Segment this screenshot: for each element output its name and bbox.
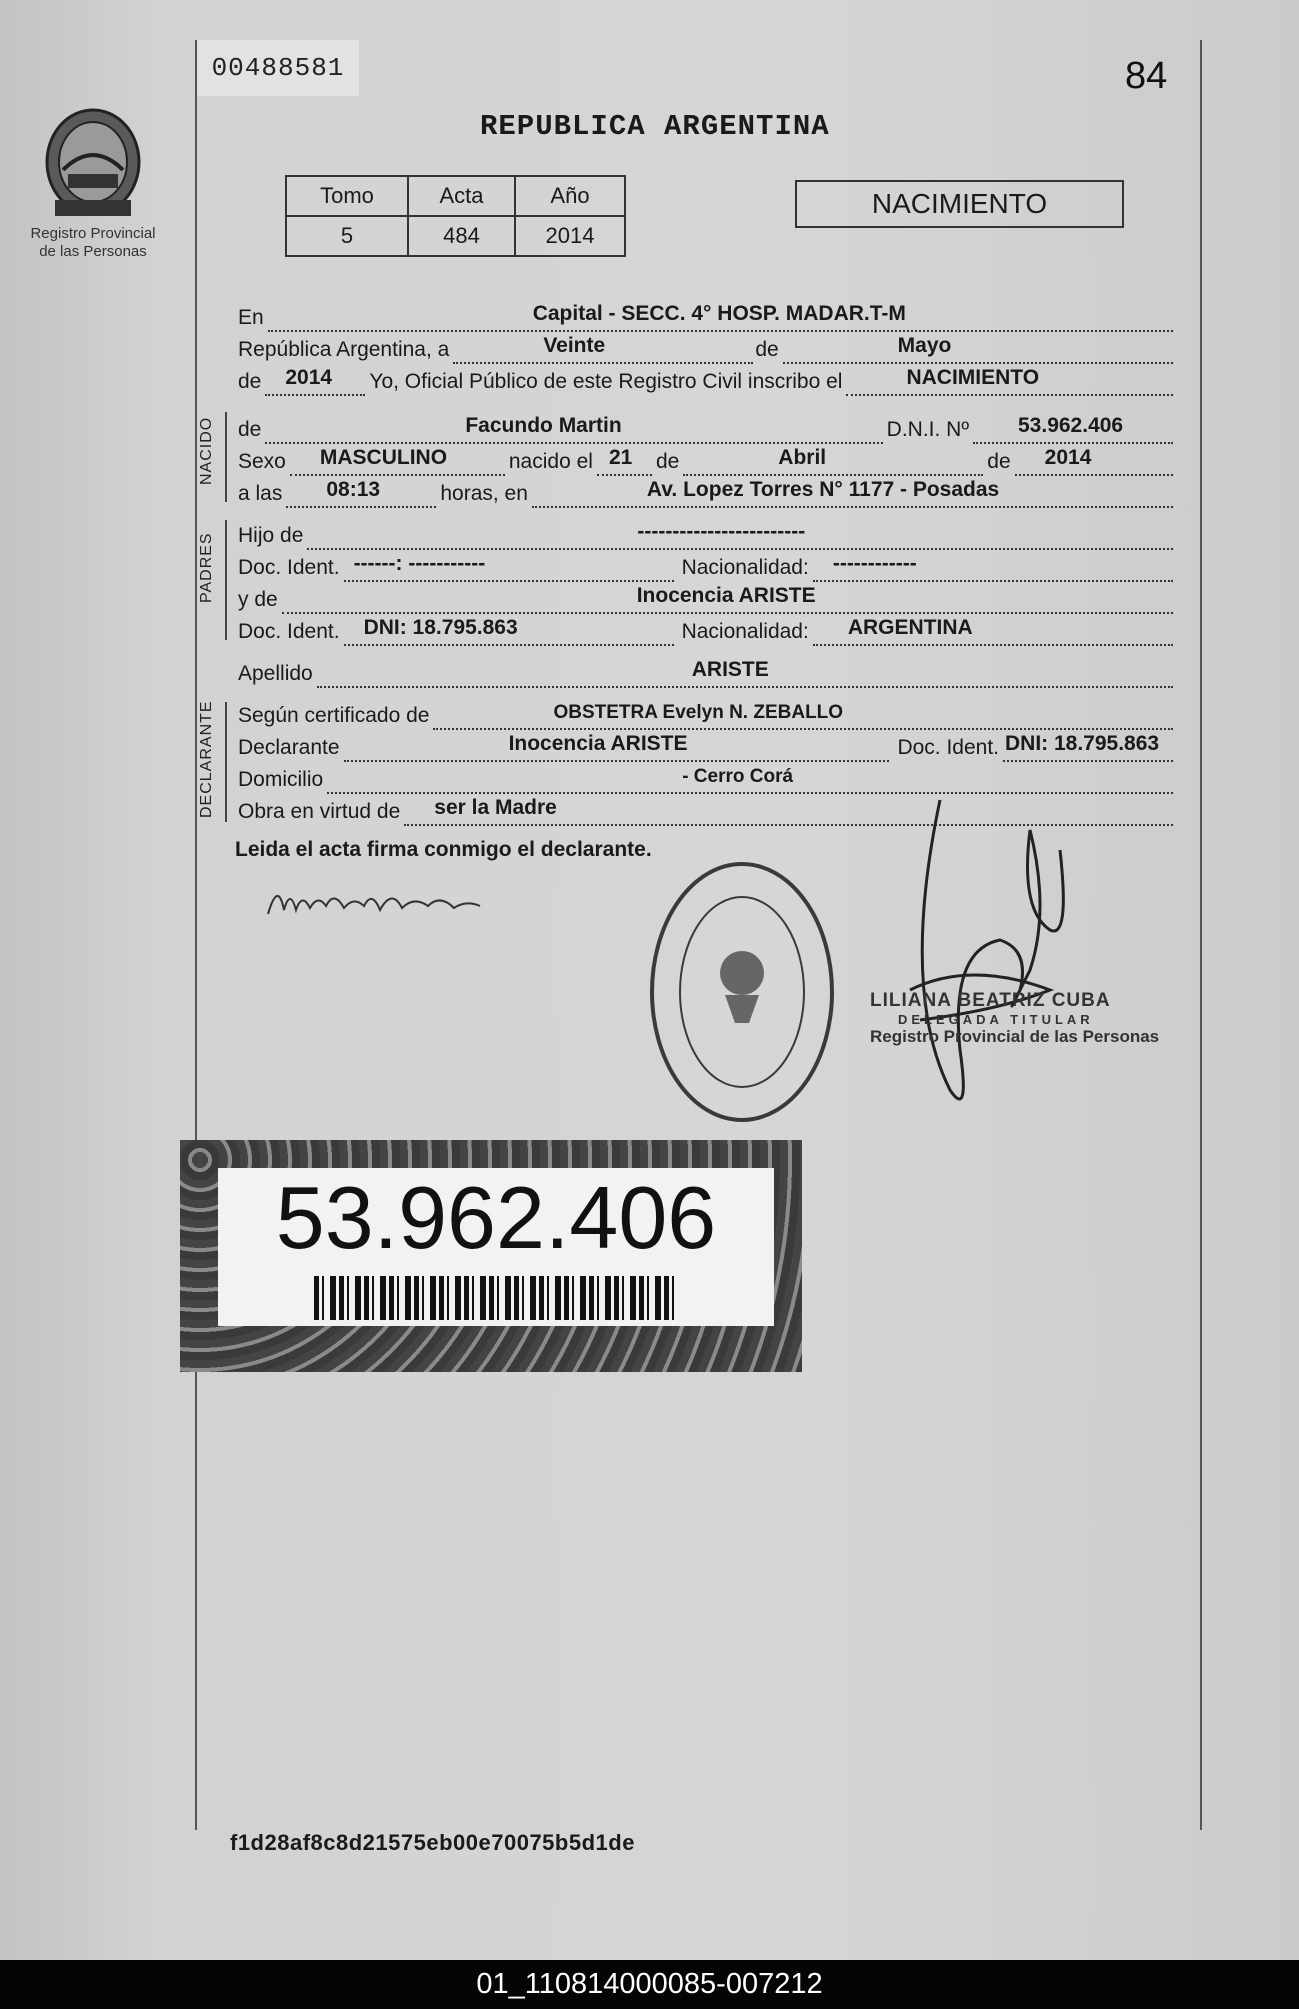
official-role: DELEGADA TITULAR xyxy=(898,1012,1094,1027)
doc2-value: DNI: 18.795.863 xyxy=(363,616,518,639)
logo-caption-line1: Registro Provincial xyxy=(30,225,156,242)
official-signature xyxy=(880,790,1100,1130)
dni-value: 53.962.406 xyxy=(1018,414,1124,437)
closing-statement: Leida el acta firma conmigo el declarante. xyxy=(235,838,652,861)
record-type-box: NACIMIENTO xyxy=(795,180,1124,228)
line-fecha: República Argentina, a Veinte de Mayo xyxy=(238,334,1173,364)
official-office: Registro Provincial de las Personas xyxy=(870,1027,1160,1046)
line-hora: a las 08:13 horas, en Av. Lopez Torres N° 1177 - Posadas xyxy=(238,478,1173,508)
line-apellido: Apellido ARISTE xyxy=(238,658,1173,688)
value-acta: 484 xyxy=(408,216,515,256)
line-sexo: Sexo MASCULINO nacido el 21 de Abril de 2014 xyxy=(238,446,1173,476)
line-declarante: Declarante Inocencia ARISTE Doc. Ident. DNI: 18.795.863 xyxy=(238,732,1173,762)
line-doc1: Doc. Ident. ------: ----------- Nacionalidad: ------------ xyxy=(238,552,1173,582)
coat-of-arms-icon xyxy=(33,100,153,220)
hora-value: 08:13 xyxy=(326,478,381,501)
domicilio-value: - Cerro Corá xyxy=(682,766,794,787)
header-tomo: Tomo xyxy=(286,176,408,216)
left-margin-line xyxy=(195,40,197,1830)
doc1-value: ------: ----------- xyxy=(353,552,486,575)
declarante-value: Inocencia ARISTE xyxy=(508,732,688,755)
line-domicilio: Domicilio - Cerro Corá xyxy=(238,764,1173,794)
value-tomo: 5 xyxy=(286,216,408,256)
side-label-declarante: DECLARANTE xyxy=(198,700,215,818)
certificado-value: OBSTETRA Evelyn N. ZEBALLO xyxy=(553,702,844,723)
header-acta: Acta xyxy=(408,176,515,216)
side-label-nacido: NACIDO xyxy=(198,416,215,485)
en-value: Capital - SECC. 4° HOSP. MADAR.T-M xyxy=(532,302,906,325)
line-hijo: Hijo de ------------------------ xyxy=(238,520,1173,550)
official-name: LILIANA BEATRIZ CUBA xyxy=(870,990,1111,1011)
anio-value: 2014 xyxy=(285,366,333,389)
page-number: 84 xyxy=(1125,55,1168,97)
doc3-value: DNI: 18.795.863 xyxy=(1005,732,1160,755)
mes-value: Mayo xyxy=(897,334,952,357)
value-anio: 2014 xyxy=(515,216,625,256)
nombre-value: Facundo Martin xyxy=(465,414,622,437)
madre-value: Inocencia ARISTE xyxy=(636,584,816,607)
id-number: 53.962.406 xyxy=(275,1168,717,1267)
inscribo-value: NACIMIENTO xyxy=(906,366,1040,389)
serial-number: 00488581 xyxy=(197,40,359,96)
right-margin-line xyxy=(1200,40,1202,1830)
line-en: En Capital - SECC. 4° HOSP. MADAR.T-M xyxy=(238,302,1173,332)
id-number-label xyxy=(180,1140,802,1372)
lugar-value: Av. Lopez Torres N° 1177 - Posadas xyxy=(646,478,1000,501)
line-doc2: Doc. Ident. DNI: 18.795.863 Nacionalidad: ARGENTINA xyxy=(238,616,1173,646)
nacido-mes-value: Abril xyxy=(778,446,827,469)
hijo-value: ------------------------ xyxy=(637,520,806,543)
dia-value: Veinte xyxy=(543,334,606,357)
official-seal xyxy=(645,855,840,1130)
line-nombre: de Facundo Martin D.N.I. Nº 53.962.406 xyxy=(238,414,1173,444)
line-certificado: Según certificado de OBSTETRA Evelyn N. ZEBALLO xyxy=(238,700,1173,730)
side-label-padres: PADRES xyxy=(198,532,215,603)
declarant-signature xyxy=(260,870,490,930)
province-logo xyxy=(18,100,168,261)
header-anio: Año xyxy=(515,176,625,216)
barcode xyxy=(314,1276,678,1320)
apellido-value: ARISTE xyxy=(691,658,769,681)
document-hash: f1d28af8c8d21575eb00e70075b5d1de xyxy=(230,1830,635,1855)
official-block xyxy=(870,990,1160,1047)
nacido-dia-value: 21 xyxy=(608,446,633,469)
nac1-value: ------------ xyxy=(832,552,917,575)
footer-id: 01_110814000085-007212 xyxy=(0,1960,1299,2009)
obra-value: ser la Madre xyxy=(434,796,557,819)
line-anio: de 2014 Yo, Oficial Público de este Registro Civil inscribo el NACIMIENTO xyxy=(238,366,1173,396)
country-title: REPUBLICA ARGENTINA xyxy=(480,110,830,143)
acta-table xyxy=(285,175,626,257)
sexo-value: MASCULINO xyxy=(319,446,448,469)
line-madre: y de Inocencia ARISTE xyxy=(238,584,1173,614)
nac2-value: ARGENTINA xyxy=(847,616,973,639)
line-obra: Obra en virtud de ser la Madre xyxy=(238,796,1173,826)
logo-caption-line2: de las Personas xyxy=(39,243,147,260)
nacido-anio-value: 2014 xyxy=(1044,446,1092,469)
